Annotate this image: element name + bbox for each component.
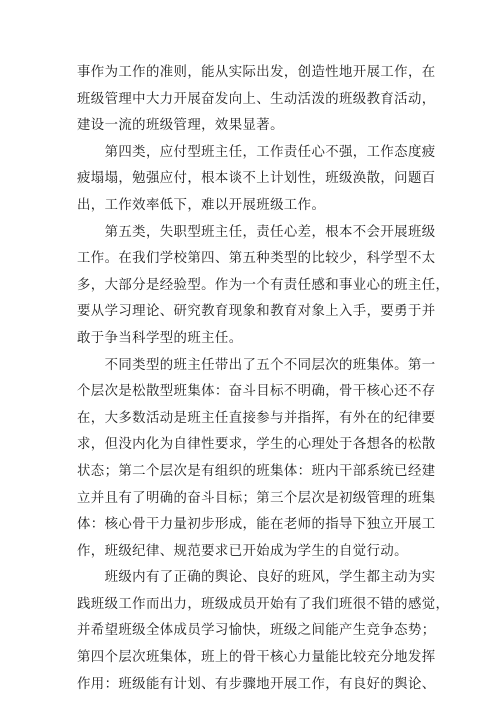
text-line: 作用：班级能有计划、有步骤地开展工作，有良好的舆论、	[77, 676, 436, 692]
text-line: 第四个层次班集体，班上的骨干核心力量能比较充分地发挥	[77, 650, 436, 666]
text-line: 在，大多数活动是班主任直接参与并指挥，有外在的纪律要	[77, 410, 436, 426]
text-line: 班级管理中大力开展奋发向上、生动活泼的班级教育活动，	[77, 91, 436, 107]
text-line: 状态；第二个层次是有组织的班集体：班内干部系统已经建	[77, 463, 436, 479]
text-line: 个层次是松散型班集体：奋斗目标不明确，骨干核心还不存	[77, 384, 436, 400]
text-line: 事作为工作的准则，能从实际出发，创造性地开展工作，在	[77, 65, 436, 80]
text-line: 班级内有了正确的舆论、良好的班风，学生都主动为实	[77, 570, 436, 586]
paragraph-5	[77, 565, 450, 698]
text-line: 践班级工作而出力，班级成员开始有了我们班很不错的感觉，	[77, 596, 450, 612]
document-body	[77, 60, 450, 698]
paragraph-4	[77, 353, 437, 566]
text-line: 不同类型的班主任带出了五个不同层次的班集体。第一	[77, 357, 436, 373]
paragraph-1	[77, 60, 437, 140]
text-line: 多，大部分是经验型。作为一个有责任感和事业心的班主任，	[77, 277, 450, 293]
text-line: 作，班级纪律、规范要求已开始成为学生的自觉行动。	[77, 543, 408, 559]
text-line: 工作。在我们学校第四、第五种类型的比较少，科学型不太	[77, 251, 436, 267]
text-line: 建设一流的班级管理，效果显著。	[77, 118, 284, 134]
text-line: 第四类，应付型班主任，工作责任心不强，工作态度疲	[77, 144, 436, 160]
text-line: 并希望班级全体成员学习愉快，班级之间能产生竞争态势；	[77, 623, 436, 639]
paragraph-3	[77, 220, 450, 353]
text-line: 第五类，失职型班主任，责任心差，根本不会开展班级	[77, 224, 436, 240]
text-line: 出，工作效率低下，难以开展班级工作。	[77, 197, 326, 213]
text-line: 求，但没内化为自律性要求，学生的心理处于各想各的松散	[77, 437, 436, 453]
paragraph-2	[77, 140, 437, 220]
text-line: 立并且有了明确的奋斗目标；第三个层次是初级管理的班集	[77, 490, 436, 506]
text-line: 体：核心骨干力量初步形成，能在老师的指导下独立开展工	[77, 517, 436, 533]
text-line: 要从学习理论、研究教育现象和教育对象上入手，要勇于并	[77, 304, 436, 320]
text-line: 疲塌塌，勉强应付，根本谈不上计划性，班级涣散，问题百	[77, 171, 436, 187]
text-line: 敢于争当科学型的班主任。	[77, 330, 243, 346]
